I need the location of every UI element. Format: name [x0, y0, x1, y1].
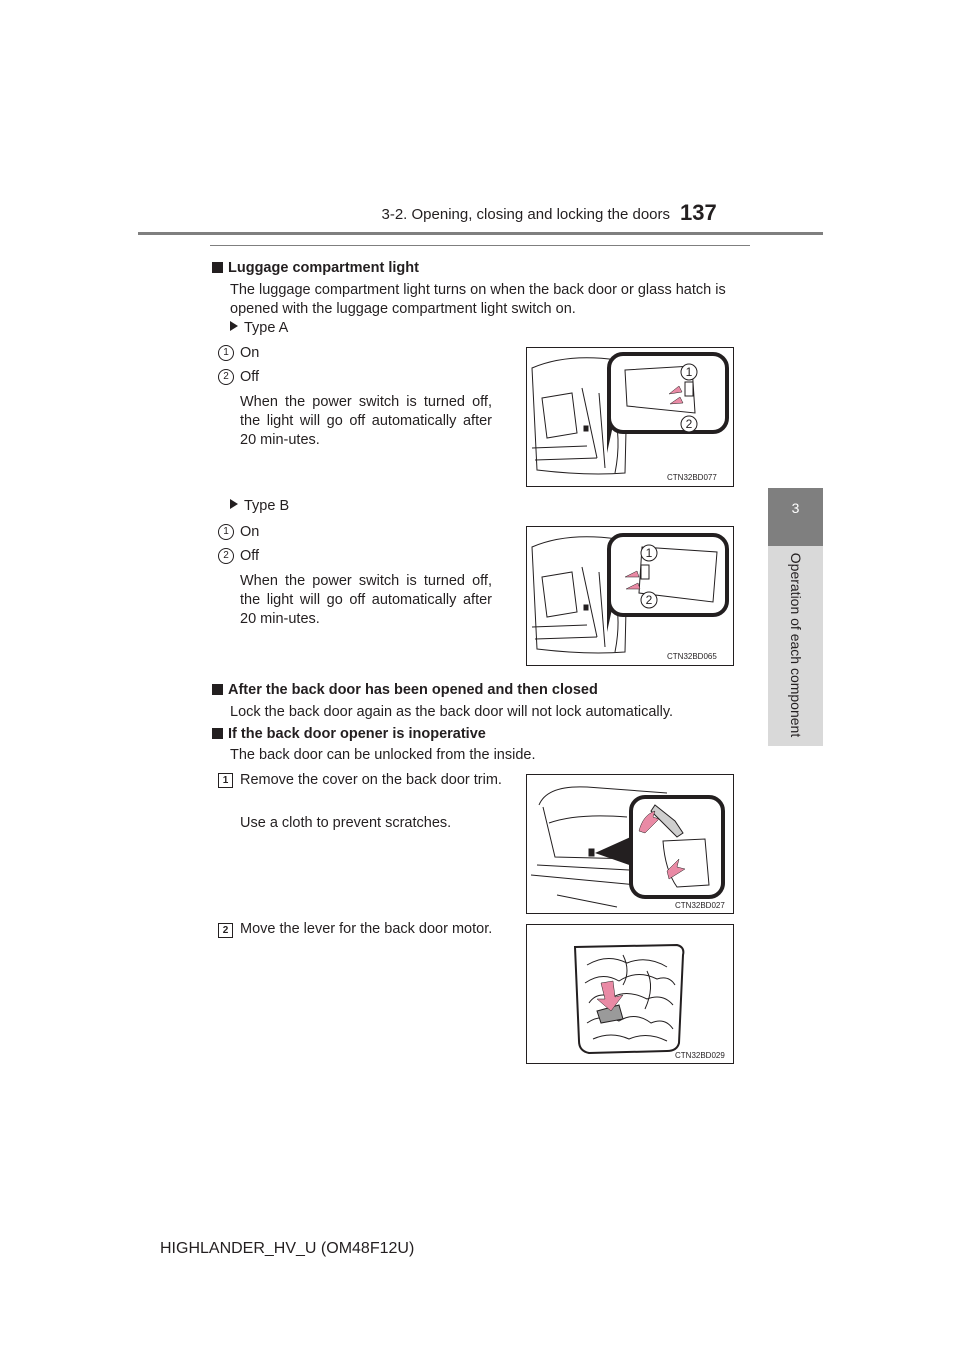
type-a-figure-code: CTN32BD077 — [667, 473, 717, 482]
step-1-note: Use a cloth to prevent scratches. — [240, 815, 452, 831]
type-a-item2-number: 2 — [218, 369, 234, 385]
chapter-tab — [768, 488, 823, 546]
luggage-light-heading-text: Luggage compartment light — [228, 260, 419, 276]
type-a-item1: On — [240, 345, 260, 361]
type-b-label — [230, 498, 289, 514]
figure-remove-cover — [526, 774, 734, 914]
after-closed-body: Lock the back door again as the back door will not lock automatically. — [230, 704, 674, 720]
page-number: 137 — [680, 200, 717, 225]
type-b-note: When the power switch is turned off, the light will go off automatically after 20 min-utes. — [240, 573, 492, 627]
step-2-text: Move the lever for the back door motor. — [240, 921, 493, 937]
header-rule — [138, 232, 823, 235]
type-b-item1-number: 1 — [218, 524, 234, 540]
type-b-item2: Off — [240, 548, 260, 564]
footer-model-code: HIGHLANDER_HV_U (OM48F12U) — [160, 1240, 415, 1257]
type-b-figure-code: CTN32BD065 — [667, 652, 717, 661]
type-a-note: When the power switch is turned off, the light will go off automatically after 20 min-utes. — [240, 394, 492, 448]
figure-type-a — [526, 347, 734, 487]
square-bullet-icon — [212, 262, 223, 273]
type-b-item2-number: 2 — [218, 548, 234, 564]
step-1-number: 1 — [218, 773, 233, 788]
type-a-label — [230, 320, 288, 336]
type-b-item1: On — [240, 524, 260, 540]
inoperative-body: The back door can be unlocked from the inside. — [230, 747, 536, 763]
triangle-bullet-icon — [230, 499, 238, 509]
type-b-callout-1: 1 — [645, 546, 653, 560]
after-closed-heading — [212, 682, 598, 698]
chapter-label: Operation of each component — [788, 552, 804, 738]
triangle-bullet-icon — [230, 321, 238, 331]
inoperative-heading-text: If the back door opener is inoperative — [228, 726, 486, 742]
inoperative-heading — [212, 726, 486, 742]
running-header: 3-2. Opening, closing and locking the doors — [381, 206, 670, 223]
after-closed-heading-text: After the back door has been opened and then closed — [228, 682, 598, 698]
type-a-item2: Off — [240, 369, 260, 385]
type-a-item1-number: 1 — [218, 345, 234, 361]
figure-1-code: CTN32BD027 — [675, 901, 725, 910]
content-rule — [210, 245, 750, 246]
type-a-callout-2: 2 — [685, 417, 693, 431]
square-bullet-icon — [212, 684, 223, 695]
type-a-label-text: Type A — [244, 320, 289, 336]
chapter-number: 3 — [791, 500, 800, 516]
type-a-callout-1: 1 — [685, 365, 693, 379]
square-bullet-icon — [212, 728, 223, 739]
figure-2-code: CTN32BD029 — [675, 1051, 725, 1060]
figure-type-b — [526, 526, 734, 666]
type-b-callout-2: 2 — [645, 593, 653, 607]
step-1-text: Remove the cover on the back door trim. — [240, 772, 502, 788]
figure-move-lever — [526, 924, 734, 1064]
type-b-label-text: Type B — [244, 498, 290, 514]
luggage-light-heading — [212, 260, 419, 276]
luggage-light-body: The luggage compartment light turns on when the back door or glass hatch is opened with the luggage compartment light switch on. — [230, 282, 726, 317]
step-2-number: 2 — [218, 923, 233, 938]
